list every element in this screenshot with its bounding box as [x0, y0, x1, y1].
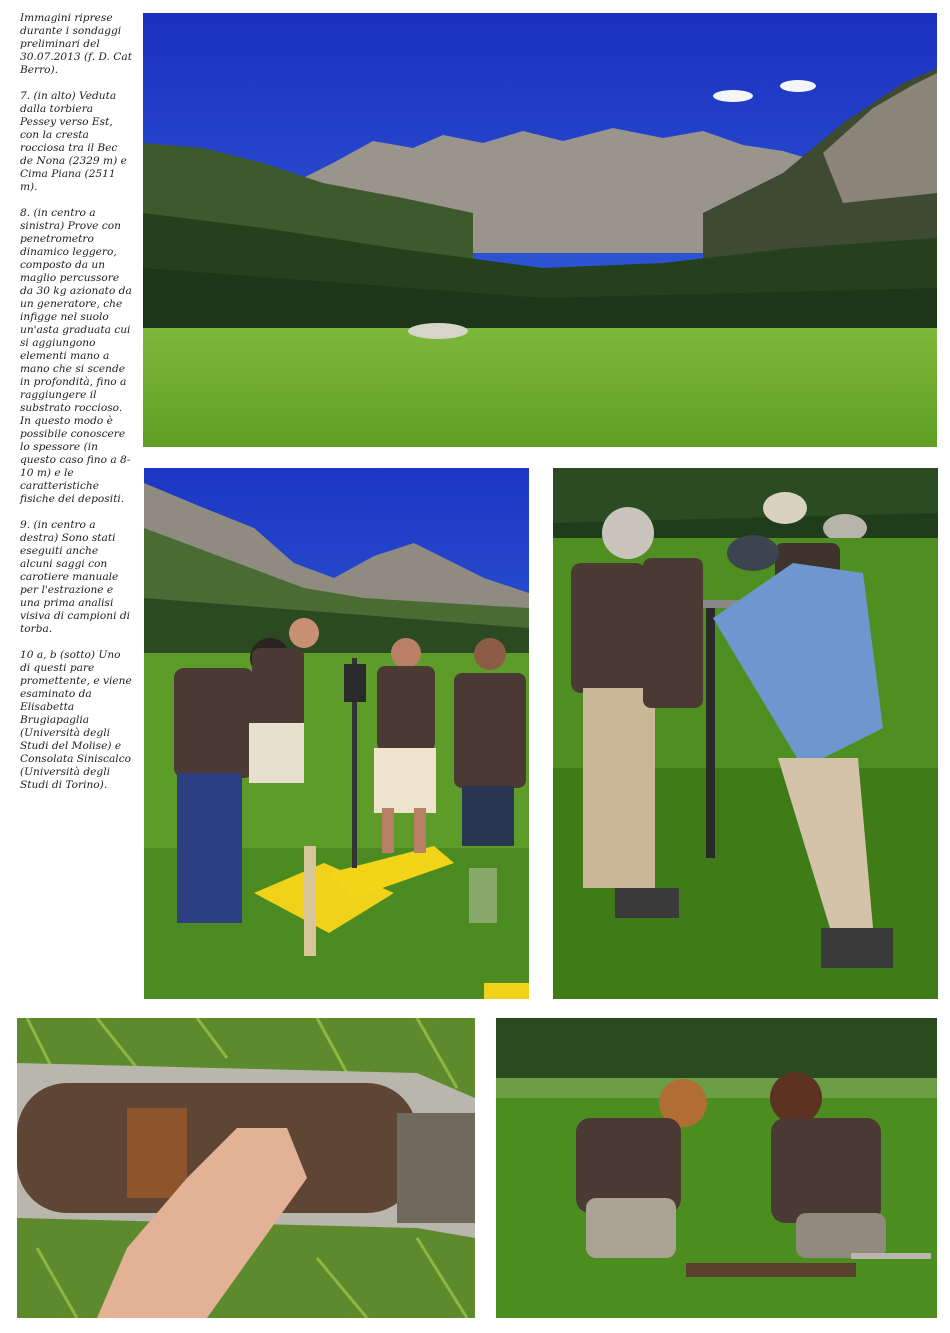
photo-penetrometer-test	[144, 468, 529, 999]
photo-examining-sample	[496, 1018, 937, 1318]
photo-peat-core	[17, 1018, 475, 1318]
caption-7: 7. (in alto) Veduta dalla torbiera Pessey verso Est, con la cresta rocciosa tra il Bec de Nona (2329 m) e Cima Piana (2511 m).	[20, 90, 127, 193]
caption-intro: Immagini riprese durante i sondaggi preliminari del 30.07.2013 (f. D. Cat Berro).	[20, 12, 132, 76]
caption-8: 8. (in centro a sinistra) Prove con penetrometro dinamico leggero, composto da un maglio percussore da 30 kg azionato da un generatore, che infigge nel suolo un'asta graduata cui si aggiungono elementi mano a mano che si scende in profondità, fino a raggiungere il substrato roccioso. In questo modo è possibile conoscere lo spessore (in questo caso fino a 8-10 m) e le caratteristiche fisiche dei depositi.	[20, 207, 132, 505]
caption-9: 9. (in centro a destra) Sono stati eseguiti anche alcuni saggi con carotiere manuale per l'estrazione e una prima analisi visiva di campioni di torba.	[20, 519, 130, 635]
caption-column	[20, 12, 132, 805]
caption-10: 10 a, b (sotto) Uno di questi pare promettente, e viene esaminato da Elisabetta Brugiapaglia (Università degli Studi del Molise) e Consolata Siniscalco (Università degli Studi di Torino).	[20, 649, 132, 791]
photo-mountain-landscape	[143, 13, 937, 447]
photo-manual-corer	[553, 468, 938, 999]
